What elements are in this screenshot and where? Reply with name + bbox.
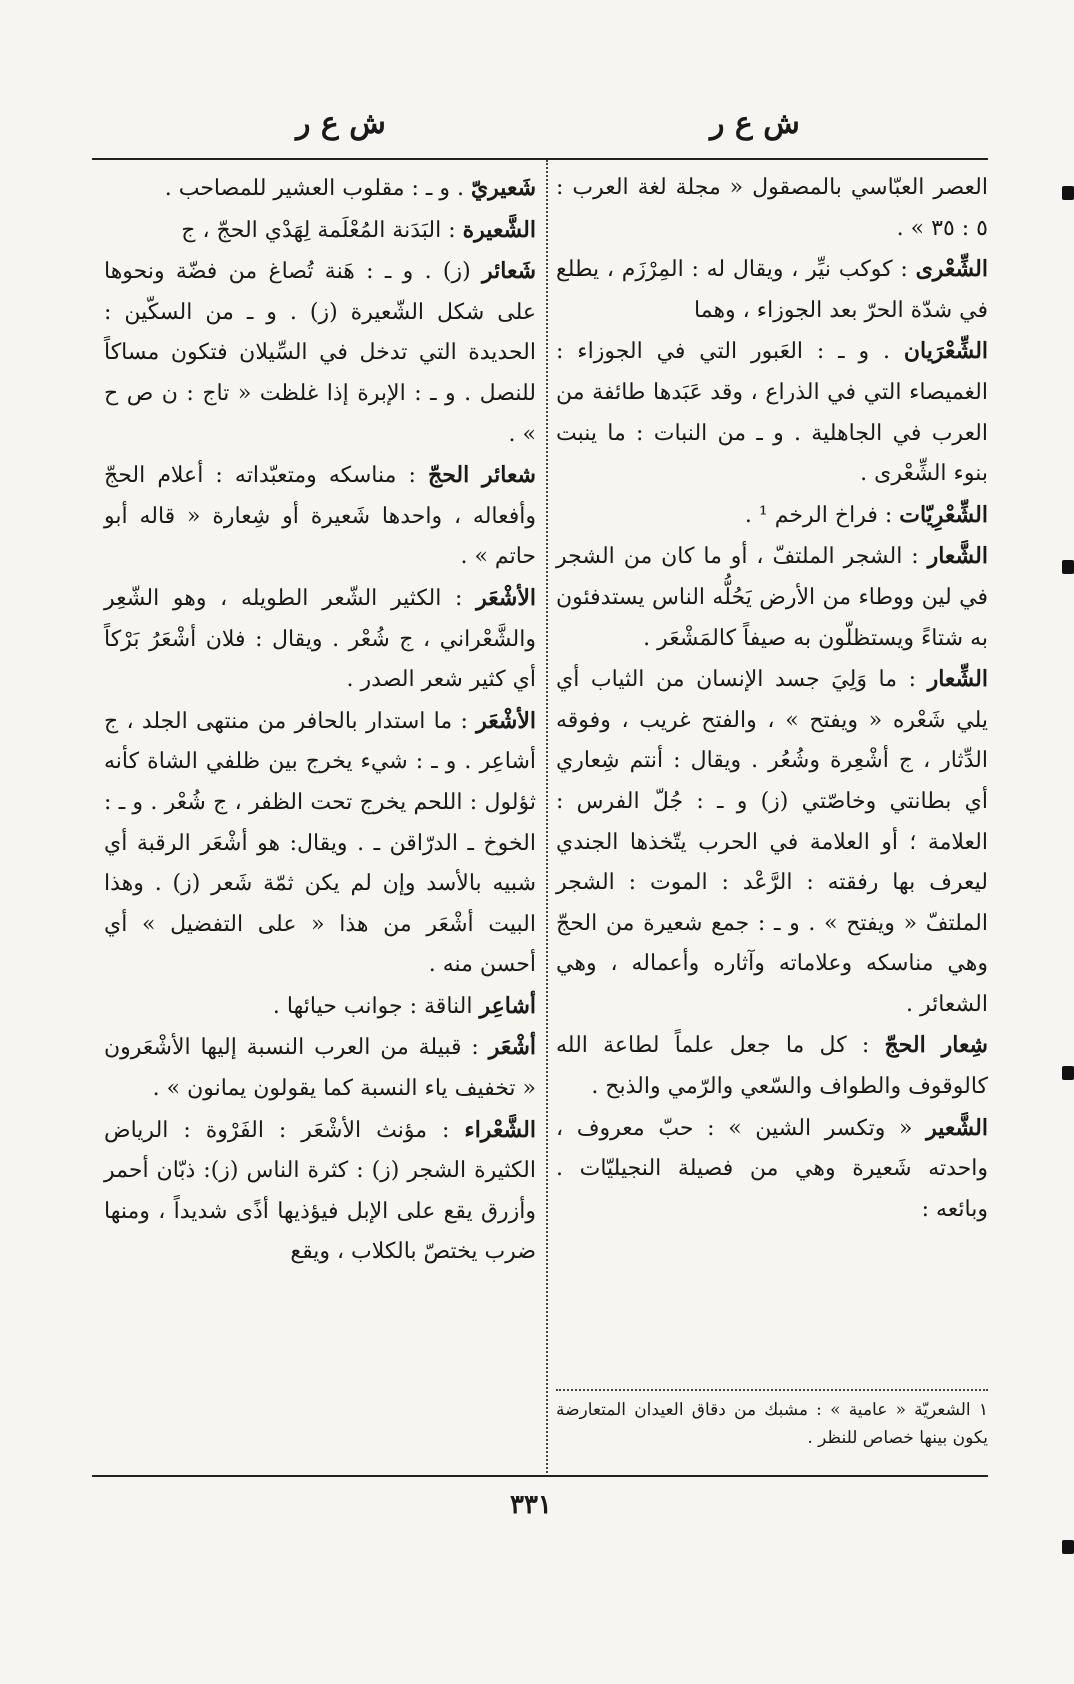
entry-definition: (ز) . و ـ : هَنة تُصاغ من فضّة ونحوها على شكل الشّعيرة (ز) . و ـ من السكّين : الحديدة التي تدخل في السِّيلان فتكون مساكاً للنصل . و ـ : الإبرة إذا غلظت « تاج : ن ص ح » .: [104, 259, 536, 447]
entry-definition: : الكثير الشّعر الطويله ، وهو الشّعِر والشَّعْراني ، ج شُعْر . ويقال : فلان أشْعَرُ بَرْكاً أي كثير شعر الصدر .: [104, 585, 536, 693]
entry-definition: : كل ما جعل علماً لطاعة الله كالوقوف والطواف والسّعي والرّمي والذبح .: [556, 1033, 988, 1100]
dictionary-entry: [104, 701, 536, 986]
dictionary-entry: [104, 1027, 536, 1109]
dictionary-entry: [104, 578, 536, 701]
dictionary-entry: [556, 495, 988, 537]
entry-definition: : ما وَلِيَ جسد الإنسان من الثياب أي يلي شَعْره « ويفتح » ، والفتح غريب ، وفوقه الدِّثار ، ج أشْعِرة وشُعُر . ويقال : أنتم شِعاري أي بطانتي وخاصّتي (ز) و ـ : جُلّ الفرس : العلامة ؛ أو العلامة في الحرب يتّخذها الجندي ليعرف بها رفقته : الرَّعْد : الموت : الشجر الملتفّ « ويفتح » . و ـ : جمع شعيرة من الحجّ وهي مناسكه وعلاماته وآثاره وأعماله ، وهي الشعائر .: [556, 667, 988, 1017]
entry-headword: الشَّعْراء: [464, 1116, 536, 1143]
dictionary-entry: [556, 536, 988, 659]
dictionary-entry: [104, 986, 536, 1028]
dictionary-entry: [556, 331, 988, 494]
entry-headword: الأشْعَر: [476, 707, 536, 734]
entry-headword: الشِّعار: [927, 666, 988, 693]
entry-definition: . و ـ : مقلوب العشير للمصاحب .: [164, 176, 464, 201]
column-divider: [546, 160, 548, 1473]
entry-headword: أشْعَر: [488, 1034, 536, 1061]
entry-definition: : فراخ الرخم ¹ .: [744, 502, 893, 528]
entry-definition: : قبيلة من العرب النسبة إليها الأشْعَرون « تخفيف ياء النسبة كما يقولون يمانون » .: [104, 1035, 536, 1102]
dictionary-entry: [556, 659, 988, 1025]
entry-definition: الناقة : جوانب حيائها .: [272, 993, 473, 1019]
dictionary-entry: [556, 1108, 988, 1231]
dictionary-entry: [104, 455, 536, 578]
entry-headword: الشِّعْرِيّات: [899, 501, 988, 528]
entry-definition: : مؤنث الأشْعَر : الفَرْوة : الرياض الكثيرة الشجر (ز) : كثرة الناس (ز): ذبّان أحمر وأزرق يقع على الإبل فيؤذيها أذًى شديداً ، ومنها ضرب يختصّ بالكلاب ، ويقع: [104, 1117, 536, 1265]
dictionary-entry: [556, 168, 988, 249]
bottom-rule: [92, 1475, 988, 1477]
entry-definition: العصر العبّاسي بالمصقول « مجلة لغة العرب : ٥ : ٣٥ » .: [556, 175, 988, 241]
running-header-left: ش ع ر: [296, 106, 386, 141]
entry-headword: شعائر الحجّ: [428, 462, 536, 489]
entry-definition: . و ـ : العَبور التي في الجوزاء : الغميصاء التي في الذراع ، وقد عَبَدها طائفة من العرب في الجاهلية . و ـ من النبات : ما ينبت بنوء الشِّعْرى .: [556, 339, 988, 487]
entry-headword: الشَّعار: [927, 543, 988, 570]
entry-definition: « وتكسر الشين » : حبّ معروف ، واحدته شَعيرة وهي من فصيلة النجيليّات . وبائعه :: [556, 1115, 988, 1222]
dictionary-entry: [104, 1110, 536, 1273]
footnote: ١ الشعريّة « عامية » : مشبك من دقاق العيدان المتعارضة يكون بينها خصاص للنظر .: [556, 1400, 988, 1448]
margin-mark: [1062, 1066, 1074, 1080]
right-column: [556, 168, 988, 1230]
entry-headword: شَعائر: [481, 258, 536, 285]
dictionary-entry: [104, 251, 536, 455]
margin-mark: [1062, 1540, 1074, 1554]
footnote-rule: [556, 1389, 988, 1391]
entry-headword: شِعار الحجّ: [884, 1032, 988, 1059]
dictionary-entry: [556, 1025, 988, 1107]
entry-definition: : ما استدار بالحافر من منتهى الجلد ، ج أشاعِر . و ـ : شيء يخرج بين ظلفي الشاة كأنه ثؤلول : اللحم يخرج تحت الظفر ، ج شُعْر . و ـ : الخوخ ـ الدرّاقن ـ . ويقال: هو أشْعَر الرقبة أي شبيه بالأسد وإن لم يكن ثمّة شَعر (ز) . وهذا البيت أشْعَر من هذا « على التفضيل » أي أحسن منه .: [104, 708, 536, 978]
entry-headword: الأشْعَر: [476, 584, 536, 611]
entry-headword: الشِّعْرَيان: [903, 338, 989, 365]
top-rule: [92, 158, 988, 160]
entry-headword: الشَّعير: [926, 1114, 988, 1141]
entry-headword: أشاعِر: [479, 992, 536, 1019]
entry-definition: : كوكب نيِّر ، ويقال له : المِرْزَم ، يطلع في شدّة الحرّ بعد الجوزاء ، وهما: [556, 257, 988, 323]
entry-headword: الشَّعيرة: [462, 216, 536, 243]
margin-mark: [1062, 560, 1074, 574]
dictionary-entry: [104, 210, 536, 252]
entry-headword: الشِّعْرى: [915, 256, 988, 283]
dictionary-entry: [556, 249, 988, 331]
running-header-right: ش ع ر: [710, 106, 800, 141]
entry-definition: : الشجر الملتفّ ، أو ما كان من الشجر في لين ووطاء من الأرض يَحُلُّه الناس يستدفئون به شتاءً ويستظلّون به صيفاً كالمَشْعَر .: [556, 544, 988, 651]
margin-mark: [1062, 186, 1074, 200]
entry-headword: شَعيريّ: [470, 175, 536, 201]
entry-definition: : البَدَنة المُعْلَمة لِهَدْي الحجّ ، ج: [181, 217, 456, 243]
left-column: [104, 168, 536, 1273]
dictionary-entry: [104, 168, 536, 210]
entry-definition: : مناسكه ومتعبّداته : أعلام الحجّ وأفعاله ، واحدها شَعيرة أو شِعارة « قاله أبو حاتم » .: [104, 463, 536, 570]
page-number: ٣٣١: [510, 1490, 552, 1520]
